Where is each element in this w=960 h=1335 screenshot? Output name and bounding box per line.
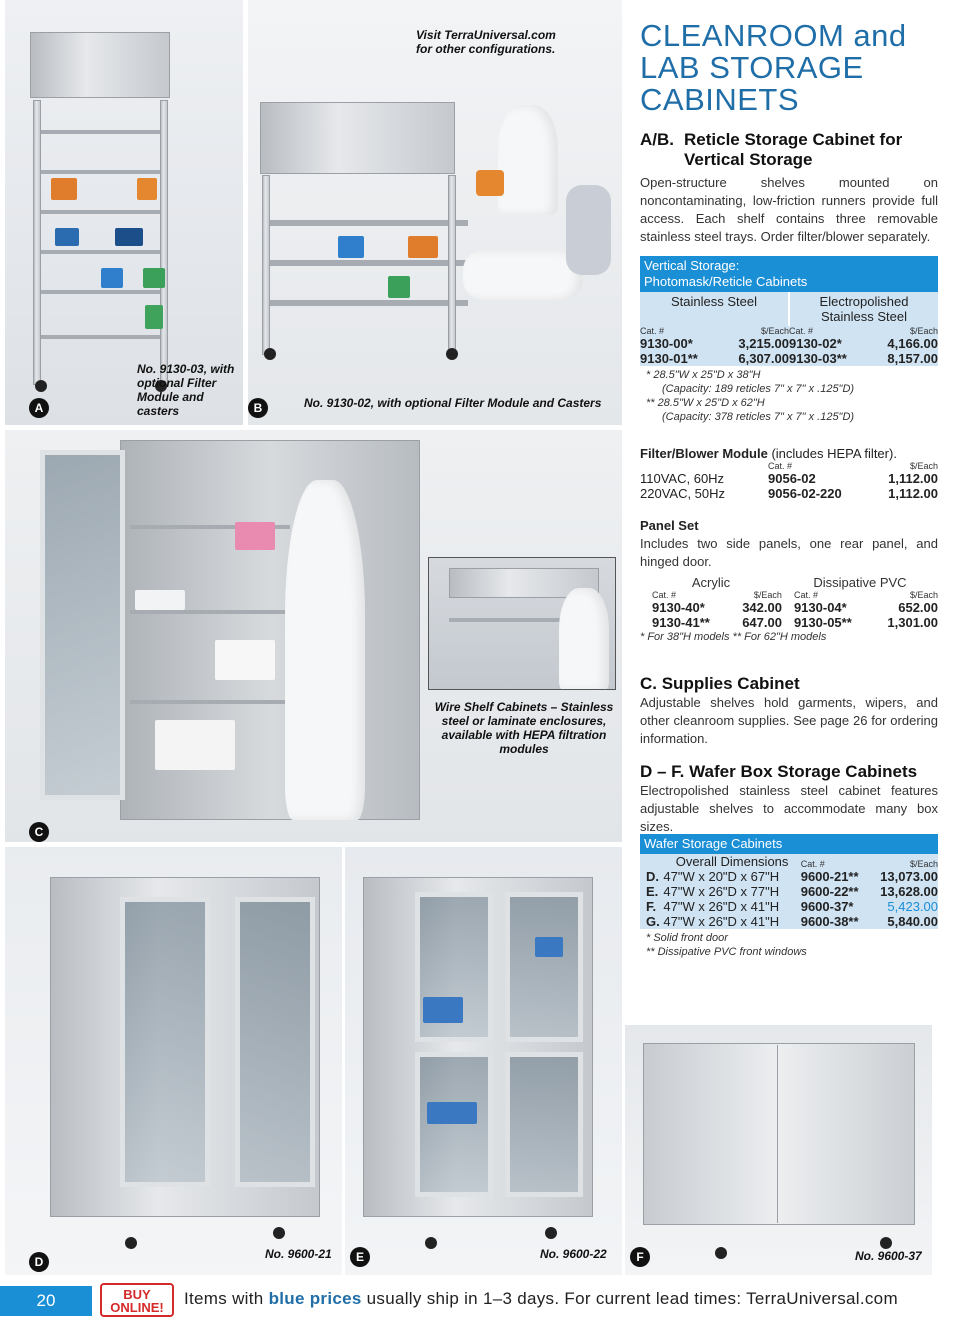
photo-d bbox=[5, 847, 342, 1275]
wafer-storage-table: Wafer Storage Cabinets Overall Dimensions Cat. # $/Each D. 47"W x 20"D x 67"H 9600-21** 13,073.00 E. 47"W x 26"D x 77"H 9600-22** 13,628.00 F. 47"W x 26"D x 41"H 9600-37* 5,423.00 G. 47"W x 26"D x 41"H 9600-38** 5,840.00 * Solid front door ** Dissipative PVC front windows bbox=[640, 834, 938, 959]
footer-text: Items with blue prices usually ship in 1–3 days. For current lead times: TerraUniversal.com bbox=[184, 1289, 898, 1308]
table-row: 220VAC, 50Hz 9056-02-220 1,112.00 bbox=[640, 486, 938, 501]
table-row: 110VAC, 60Hz 9056-02 1,112.00 bbox=[640, 471, 938, 486]
filter-head: Filter/Blower Module bbox=[640, 446, 768, 461]
window-right bbox=[235, 897, 315, 1187]
section-c-head: C. Supplies Cabinet bbox=[640, 674, 800, 693]
panel-body: Includes two side panels, one rear panel, and hinged door. bbox=[640, 536, 938, 569]
wafer-cabinet-solid bbox=[643, 1043, 915, 1225]
table-row: 9130-41** 647.00 9130-05** 1,301.00 bbox=[652, 615, 938, 630]
table-row: E. 47"W x 26"D x 77"H 9600-22** 13,628.00 bbox=[646, 884, 938, 899]
table-row: F. 47"W x 26"D x 41"H 9600-37* 5,423.00 bbox=[646, 899, 938, 914]
photo-e bbox=[345, 847, 622, 1275]
col-electropolished: Electropolished bbox=[819, 294, 909, 309]
section-ab bbox=[640, 130, 938, 246]
panel-head: Panel Set bbox=[640, 518, 699, 533]
page-title: CLEANROOM and LAB STORAGE CABINETS bbox=[640, 18, 907, 117]
cabinet-frame bbox=[33, 100, 41, 385]
panel-set: Panel Set Includes two side panels, one rear panel, and hinged door. Acrylic Dissipative PVC Cat. # $/Each Cat. # $/Each 9130-40* 342.00 9130-04* 652.00 9130-41** 647.00 9130-05** 1,301.00 * For 38"H models ** For 62"H models bbox=[640, 518, 938, 643]
blue-price: 5,423.00 bbox=[887, 899, 938, 914]
filter-module bbox=[30, 32, 170, 98]
blue-prices-label: blue prices bbox=[268, 1289, 362, 1308]
photo-f bbox=[625, 1025, 932, 1275]
section-c bbox=[640, 674, 938, 748]
table-row: 9130-01** 6,307.00 9130-03** 8,157.00 bbox=[640, 351, 938, 366]
inset-photo bbox=[428, 557, 616, 690]
buy-online-button[interactable]: BUY ONLINE! bbox=[100, 1283, 174, 1317]
section-df-body: Electropolished stainless steel cabinet features adjustable shelves to accommodate many box sizes. bbox=[640, 783, 938, 834]
photo-a-caption: No. 9130-03, with optional Filter Module and casters bbox=[137, 362, 235, 418]
vertical-notes: * 28.5"W x 25"D x 38"H (Capacity: 189 reticles 7" x 7" x .125"D) ** 28.5"W x 25"D x 62"H (Capacity: 378 reticles 7" x 7" x .125"D) bbox=[646, 369, 855, 423]
table-row: G. 47"W x 26"D x 41"H 9600-38** 5,840.00 bbox=[646, 914, 938, 929]
table-row: 9130-00* 3,215.00 9130-02* 4,166.00 bbox=[640, 336, 938, 351]
visit-note: Visit TerraUniversal.com for other configurations. bbox=[416, 28, 556, 56]
section-ab-heading2: Vertical Storage bbox=[684, 150, 813, 169]
technician bbox=[498, 105, 558, 215]
photo-e-caption: No. 9600-22 bbox=[540, 1247, 607, 1261]
photo-a bbox=[5, 0, 243, 425]
badge-d: D bbox=[29, 1252, 49, 1272]
photo-d-caption: No. 9600-21 bbox=[265, 1247, 332, 1261]
technician bbox=[285, 480, 365, 820]
section-ab-body: Open-structure shelves mounted on noncontaminating, low-friction runners provide full access. Each shelf contains three removable stainless steel trays. Order filter/blower separately. bbox=[640, 175, 938, 244]
col-stainless: Stainless Steel bbox=[640, 292, 789, 326]
photo-c bbox=[5, 430, 622, 842]
panel-note: * For 38"H models ** For 62"H models bbox=[640, 631, 827, 643]
open-door-left bbox=[40, 450, 125, 800]
photo-b-caption: No. 9130-02, with optional Filter Module and Casters bbox=[304, 396, 602, 410]
section-df-head: D – F. Wafer Box Storage Cabinets bbox=[640, 762, 918, 781]
section-c-body: Adjustable shelves hold garments, wipers, and other cleanroom supplies. See page 26 for ordering information. bbox=[640, 695, 938, 746]
badge-b: B bbox=[248, 398, 268, 418]
filter-sub: (includes HEPA filter). bbox=[771, 446, 897, 461]
badge-a: A bbox=[29, 398, 49, 418]
badge-f: F bbox=[630, 1247, 650, 1267]
wafer-notes: * Solid front door ** Dissipative PVC front windows bbox=[646, 932, 807, 958]
chair bbox=[566, 185, 611, 275]
wafer-table-title: Wafer Storage Cabinets bbox=[640, 834, 938, 854]
section-ab-label: A/B. bbox=[640, 130, 674, 149]
badge-c: C bbox=[29, 822, 49, 842]
badge-e: E bbox=[350, 1247, 370, 1267]
cabinet-frame bbox=[160, 100, 168, 385]
section-ab-heading1: Reticle Storage Cabinet for bbox=[684, 130, 903, 149]
vertical-table-title: Vertical Storage: Photomask/Reticle Cabinets bbox=[640, 256, 938, 292]
inset-caption: Wire Shelf Cabinets – Stainless steel or laminate enclosures, available with HEPA filtration modules bbox=[434, 700, 614, 756]
section-df bbox=[640, 762, 938, 836]
photo-f-caption: No. 9600-37 bbox=[855, 1249, 922, 1263]
window-left bbox=[120, 897, 210, 1187]
table-row: 9130-40* 342.00 9130-04* 652.00 bbox=[652, 600, 938, 615]
page-number: 20 bbox=[0, 1286, 92, 1316]
vertical-storage-table: Vertical Storage: Photomask/Reticle Cabinets Stainless Steel Electropolished Stainless Steel Cat. # $/Each Cat. # $/Each 9130-00* 3,215.00 9130-02* 4,166.00 9130-01** 6,307.00 9130-03** 8,157.00 * 28.5"W x 25"D x 38"H (Capacity: 189 reticles 7" x 7" x .125"D) ** 28.5"W x 25"D x 62"H (Capacity: 378 reticles 7" x 7" x .125"D) bbox=[640, 258, 938, 423]
filter-blower: Filter/Blower Module (includes HEPA filter). Cat. # $/Each 110VAC, 60Hz 9056-02 1,112.00 220VAC, 50Hz 9056-02-220 1,112.00 bbox=[640, 446, 938, 501]
photo-b bbox=[248, 0, 622, 425]
filter-module bbox=[260, 102, 455, 174]
table-row: D. 47"W x 20"D x 67"H 9600-21** 13,073.00 bbox=[646, 869, 938, 884]
